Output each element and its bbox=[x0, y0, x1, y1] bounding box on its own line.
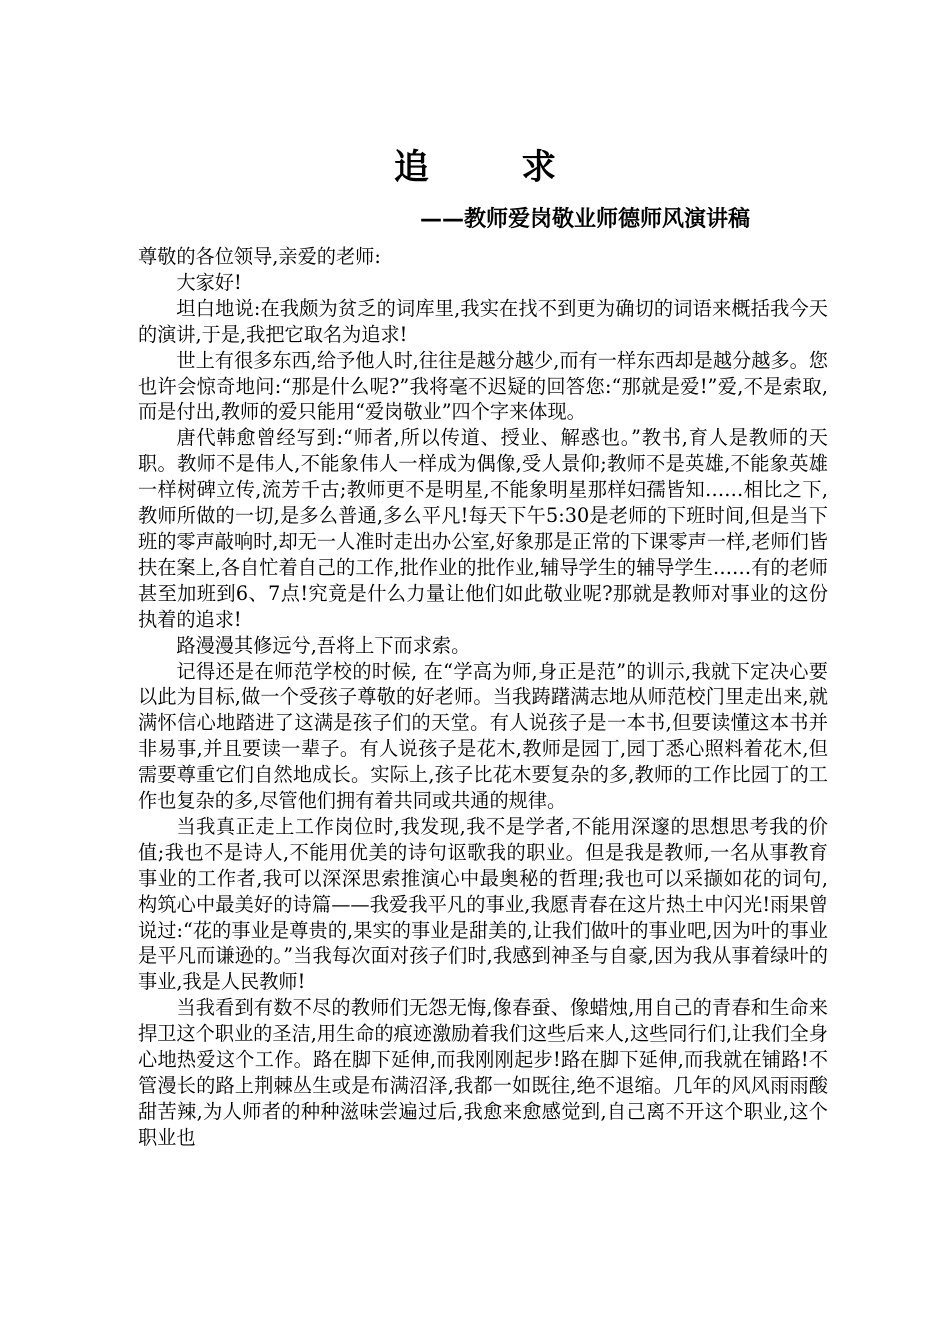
paragraph: 世上有很多东西,给予他人时,往往是越分越少,而有一样东西却是越分越多。您也许会惊奇地问:“那是什么呢?”我将毫不迟疑的回答您:“那就是爱!”爱,不是索取,而是付出,教师的爱只能用“爱岗敬业”四个字来体现。 bbox=[138, 348, 828, 424]
document-title: 追 求 bbox=[393, 148, 597, 188]
paragraph: 唐代韩愈曾经写到:“师者,所以传道、授业、解惑也。”教书,育人是教师的天职。教师不是伟人,不能象伟人一样成为偶像,受人景仰;教师不是英雄,不能象英雄一样树碑立传,流芳千古;教师更不是明星,不能象明星那样妇孺皆知……相比之下,教师所做的一切,是多么普通,多么平凡!每天下午5:30是老师的下班时间,但是当下班的零声敲响时,却无一人准时走出办公室,好象那是正常的下课零声一样,老师们皆扶在案上,各自忙着自己的工作,批作业的批作业,辅导学生的辅导学生……有的老师甚至加班到6、7点!究竟是什么力量让他们如此敬业呢?那就是教师对事业的这份执着的追求! bbox=[138, 426, 828, 631]
paragraph: 坦白地说:在我颇为贫乏的词库里,我实在找不到更为确切的词语来概括我今天的演讲,于是,我把它取名为追求! bbox=[138, 296, 828, 346]
document-body bbox=[138, 244, 828, 1151]
paragraph: 当我真正走上工作岗位时,我发现,我不是学者,不能用深邃的思想思考我的价值;我也不是诗人,不能用优美的诗句讴歌我的职业。但是我是教师,一名从事教育事业的工作者,我可以深深思索推演心中最奥秘的哲理;我也可以采撷如花的词句,构筑心中最美好的诗篇——我爱我平凡的事业,我愿青春在这片热土中闪光!雨果曾说过:“花的事业是尊贵的,果实的事业是甜美的,让我们做叶的事业吧,因为叶的事业是平凡而谦逊的。”当我每次面对孩子们时,我感到神圣与自豪,因为我从事着绿叶的事业,我是人民教师! bbox=[138, 814, 828, 994]
paragraph: 当我看到有数不尽的教师们无怨无悔,像春蚕、像蜡烛,用自己的青春和生命来捍卫这个职业的圣洁,用生命的痕迹激励着我们这些后来人,这些同行们,让我们全身心地热爱这个工作。路在脚下延伸,而我刚刚起步!路在脚下延伸,而我就在铺路!不管漫长的路上荆棘丛生或是布满沼泽,我都一如既往,绝不退缩。几年的风风雨雨酸甜苦辣,为人师者的种种滋味尝遍过后,我愈来愈感觉到,自己离不开这个职业,这个职业也 bbox=[138, 996, 828, 1149]
paragraph: 大家好! bbox=[176, 270, 242, 294]
document-subtitle: ——教师爱岗敬业师德师风演讲稿 bbox=[420, 207, 751, 232]
paragraph: 路漫漫其修远兮,吾将上下而求索。 bbox=[176, 633, 471, 657]
paragraph: 记得还是在师范学校的时候, 在“学高为师,身正是范”的训示,我就下定决心要以此为目标,做一个受孩子尊敬的好老师。当我踌躇满志地从师范校门里走出来,就满怀信心地踏进了这满是孩子们的天堂。有人说孩子是一本书,但要读懂这本书并非易事,并且要读一辈子。有人说孩子是花木,教师是园丁,园丁悉心照料着花木,但需要尊重它们自然地成长。实际上,孩子比花木要复杂的多,教师的工作比园丁的工作也复杂的多,尽管他们拥有着共同或共通的规律。 bbox=[138, 659, 828, 813]
salutation: 尊敬的各位领导,亲爱的老师: bbox=[138, 245, 381, 268]
